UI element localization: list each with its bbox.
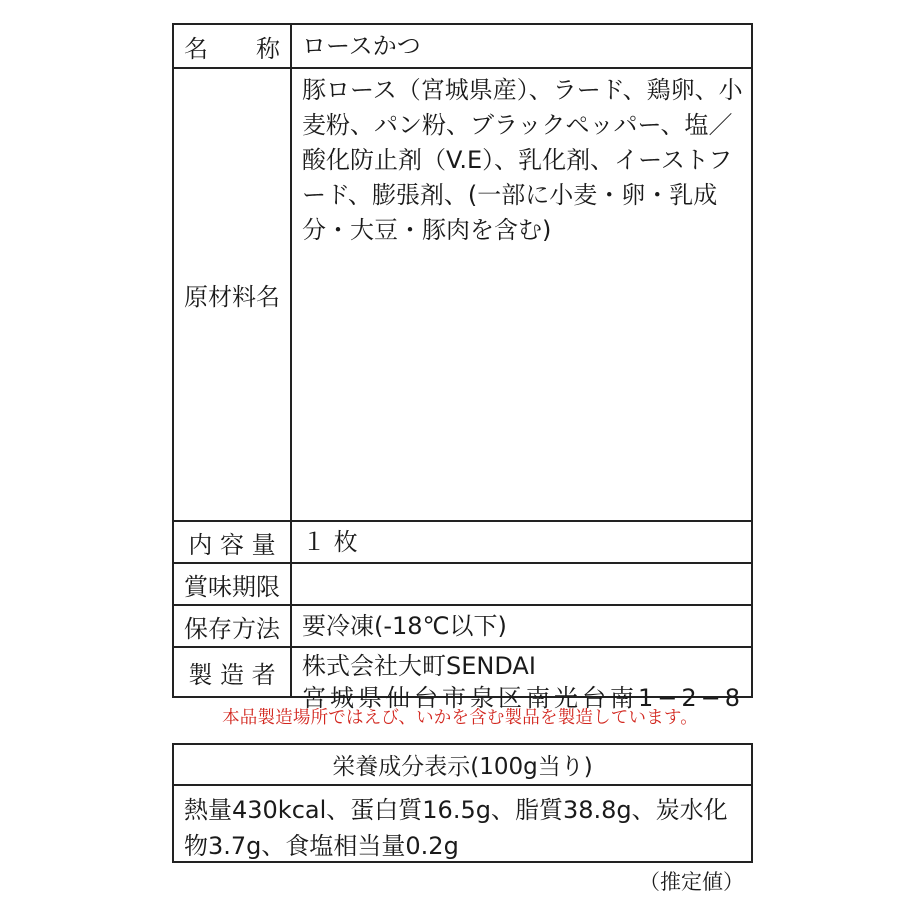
manufacturer-address: 宮城県仙台市泉区南光台南1−2−8 <box>302 684 745 712</box>
product-label-table <box>172 23 753 712</box>
value-manufacturer <box>292 648 751 712</box>
nutrition-table <box>172 743 753 863</box>
row-quantity <box>174 522 751 564</box>
value-name: ロースかつ <box>302 31 421 60</box>
nutrition-title: 栄養成分表示(100g当り) <box>174 745 751 786</box>
header-storage: 保存方法 <box>174 606 292 646</box>
header-manufacturer: 製 造 者 <box>174 648 292 696</box>
header-quantity: 内 容 量 <box>174 522 292 562</box>
header-best-before: 賞味期限 <box>174 564 292 604</box>
nutrition-values: 熱量430kcal、蛋白質16.5g、脂質38.8g、炭水化物3.7g、食塩相当量0.2g <box>184 796 728 860</box>
row-best-before <box>174 564 751 606</box>
value-best-before <box>292 564 751 604</box>
row-ingredients <box>174 69 751 522</box>
value-ingredients: 豚ロース（宮城県産）、ラード、鶏卵、小麦粉、パン粉、ブラックペッパー、塩／酸化防止剤（V.E）、乳化剤、イーストフード、膨張剤、(一部に小麦・卵・乳成分・大豆・豚肉を含む) <box>302 76 743 244</box>
manufacturer-company: 株式会社大町SENDAI <box>302 652 536 680</box>
estimate-note: （推定値） <box>639 870 744 894</box>
value-storage: 要冷凍(-18℃以下) <box>302 611 507 640</box>
row-storage <box>174 606 751 648</box>
row-name <box>174 25 751 69</box>
row-manufacturer <box>174 648 751 712</box>
allergen-note: 本品製造場所ではえび、いかを含む製品を製造しています。 <box>222 708 698 728</box>
value-quantity: １ 枚 <box>302 527 358 556</box>
header-ingredients: 原材料名 <box>174 69 292 520</box>
header-name: 名 称 <box>174 25 292 67</box>
